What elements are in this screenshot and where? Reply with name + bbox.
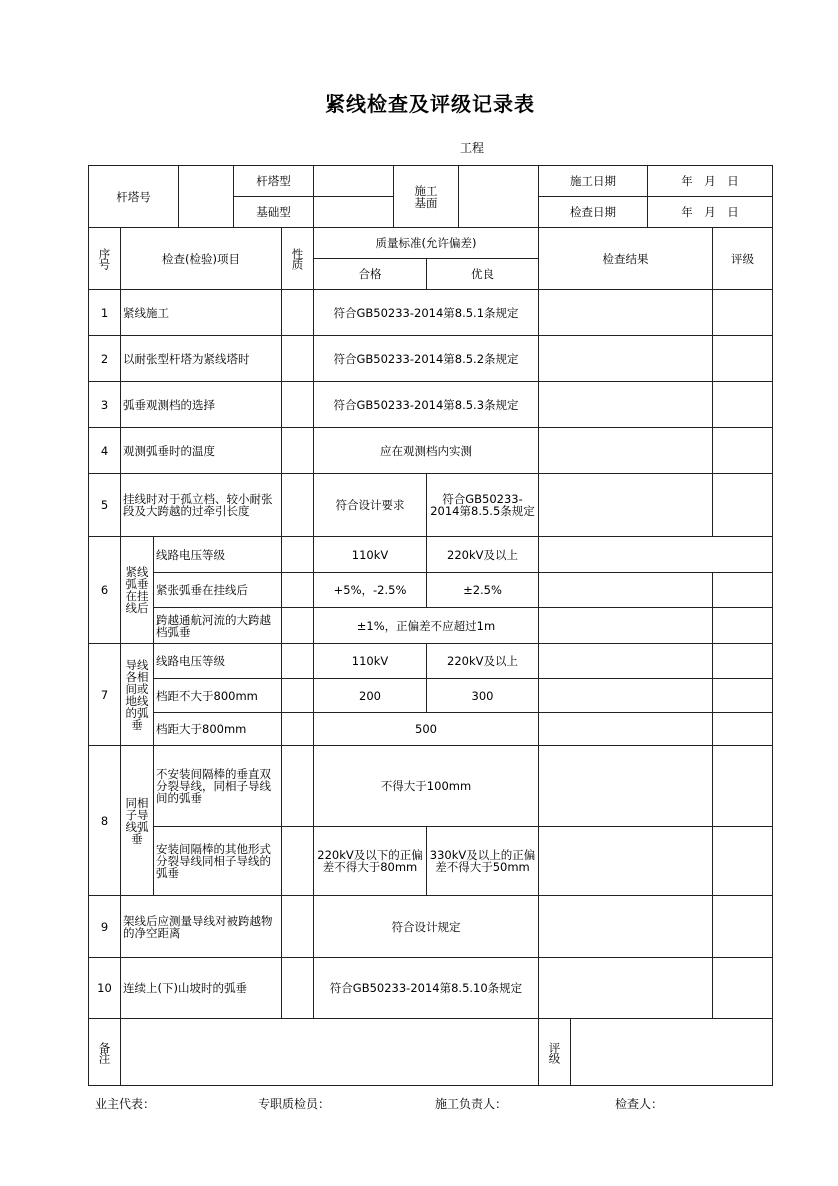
tower-no-label-text: 杆塔号 [116, 189, 151, 204]
row-group-label [120, 536, 154, 644]
rating-field[interactable] [712, 895, 773, 958]
rating-field[interactable] [712, 335, 773, 382]
result-field[interactable] [538, 957, 713, 1019]
standard-value [313, 712, 539, 746]
row-item [120, 427, 282, 474]
sub-item [153, 745, 282, 827]
sub-item [153, 643, 282, 679]
excellent-value [426, 826, 539, 896]
result-field[interactable] [538, 712, 713, 746]
row-item [120, 957, 282, 1019]
row-item-text: 连续上(下)山坡时的弧垂 [123, 981, 247, 995]
standard-value [313, 745, 539, 827]
foundation-type-label-text: 基础型 [256, 205, 291, 219]
overall-rating-label-text: 评级 [547, 1041, 562, 1063]
row-nature[interactable] [281, 536, 314, 573]
sub-item-text: 线路电压等级 [156, 654, 225, 668]
excellent-value-text: 220kV及以上 [447, 654, 518, 668]
header-qualified-text: 合格 [358, 267, 382, 281]
sub-item [153, 712, 282, 746]
excellent-value-text: 符合GB50233-2014第8.5.5条规定 [430, 492, 535, 518]
row-number-text: 4 [100, 443, 109, 458]
header-seq [88, 227, 121, 290]
header-result-text: 检查结果 [602, 251, 649, 266]
qualified-value [313, 473, 427, 537]
qualified-value [313, 536, 427, 573]
row-item [120, 289, 282, 336]
result-field[interactable] [538, 745, 713, 827]
rating-field[interactable] [712, 572, 773, 608]
row-nature[interactable] [281, 572, 314, 608]
construction-date-field-text: 年 月 日 [681, 174, 739, 188]
rating-field[interactable] [712, 712, 773, 746]
excellent-value [426, 643, 539, 679]
overall-rating-field[interactable] [570, 1018, 773, 1086]
standard-value [313, 289, 539, 336]
row-item [120, 335, 282, 382]
header-seq-text: 序号 [97, 248, 112, 269]
excellent-value-text: 300 [471, 688, 494, 703]
excellent-value [426, 572, 539, 608]
construction-date-label-text: 施工日期 [570, 174, 616, 188]
row-item-text: 挂线时对于孤立档、较小耐张段及大跨越的过牵引长度 [123, 492, 273, 518]
result-field[interactable] [538, 678, 713, 713]
standard-value-text: 符合GB50233-2014第8.5.10条规定 [329, 981, 523, 995]
remarks-label [88, 1018, 121, 1086]
row-number [88, 427, 121, 474]
standard-value-text: 500 [415, 722, 437, 736]
result-field[interactable] [538, 381, 713, 428]
standard-value [313, 381, 539, 428]
rating-field[interactable] [712, 826, 773, 896]
overall-rating-label [538, 1018, 571, 1086]
excellent-value-text: 220kV及以上 [447, 547, 518, 562]
sub-item-text: 档距不大于800mm [156, 688, 258, 703]
header-nature-text: 性质 [290, 248, 305, 269]
result-field[interactable] [538, 643, 713, 679]
header-standard [313, 227, 539, 259]
standard-value-text: 符合GB50233-2014第8.5.1条规定 [333, 305, 519, 320]
result-field[interactable] [538, 572, 713, 608]
page-title: 紧线检查及评级记录表 [325, 92, 535, 116]
sub-item-text: 不安装间隔棒的垂直双分裂导线，同相子导线间的弧垂 [156, 767, 271, 805]
header-rating-text: 评级 [731, 251, 754, 266]
qualified-value [313, 572, 427, 608]
result-field[interactable] [538, 473, 713, 537]
standard-value [313, 607, 539, 644]
standard-value [313, 957, 539, 1019]
result-field[interactable] [538, 289, 713, 336]
result-field[interactable] [538, 826, 713, 896]
standard-value [313, 335, 539, 382]
sub-item-text: 线路电压等级 [156, 547, 225, 562]
row-item [120, 381, 282, 428]
row-nature[interactable] [281, 473, 314, 537]
row-number [88, 289, 121, 336]
qualified-value-text: 200 [359, 688, 381, 703]
result-field[interactable] [538, 427, 713, 474]
quality-inspector-label: 专职质检员： [258, 1097, 331, 1111]
row-number-text: 5 [100, 498, 109, 512]
row-nature[interactable] [281, 607, 314, 644]
construction-date-label [538, 165, 648, 197]
excellent-value-text: 330kV及以上的正偏差不得大于50mm [429, 848, 536, 874]
row-group-label [120, 643, 154, 746]
header-excellent-text: 优良 [471, 267, 494, 281]
foundation-type-field[interactable] [313, 196, 394, 228]
row-number [88, 335, 121, 382]
row-number [88, 381, 121, 428]
row-item [120, 473, 282, 537]
row-number [88, 957, 121, 1019]
rating-field[interactable] [712, 745, 773, 827]
row-number-text: 7 [100, 687, 109, 702]
header-item [120, 227, 282, 290]
row-item-text: 架线后应测量导线对被跨越物的净空距离 [123, 913, 273, 940]
excellent-value [426, 473, 539, 537]
header-nature [281, 227, 314, 290]
header-qualified [313, 258, 427, 290]
row-item-text: 以耐张型杆塔为紧线塔时 [123, 351, 250, 366]
tower-no-label [88, 165, 179, 228]
inspection-date-label-text: 检查日期 [570, 205, 616, 219]
standard-value [313, 427, 539, 474]
project-label: 工程 [460, 141, 485, 155]
excellent-value [426, 536, 539, 573]
row-group-label-text: 导线各相间或地线的弧垂 [125, 657, 149, 732]
row-nature[interactable] [281, 335, 314, 382]
construction-base-label-text: 施工基面 [414, 183, 438, 210]
sub-item [153, 678, 282, 713]
rating-field[interactable] [712, 607, 773, 644]
row-number [88, 643, 121, 746]
tower-type-label-text: 杆塔型 [256, 174, 291, 188]
row-nature[interactable] [281, 712, 314, 746]
row-nature[interactable] [281, 895, 314, 958]
row-item [120, 895, 282, 958]
header-item-text: 检查(检验)项目 [162, 251, 240, 266]
standard-value-text: 符合GB50233-2014第8.5.3条规定 [333, 397, 519, 412]
result-field[interactable] [538, 536, 773, 573]
row-nature[interactable] [281, 643, 314, 679]
rating-field[interactable] [712, 957, 773, 1019]
construction-manager-label: 施工负责人： [435, 1097, 508, 1111]
row-item-text: 紧线施工 [123, 305, 169, 320]
row-number-text: 1 [100, 305, 109, 320]
inspector-label: 检查人： [615, 1097, 664, 1111]
row-number [88, 536, 121, 644]
inspection-date-label [538, 196, 648, 228]
qualified-value-text: 符合设计要求 [335, 498, 405, 512]
row-nature[interactable] [281, 745, 314, 827]
remarks-label-text: 备注 [97, 1041, 112, 1063]
inspection-date-field-text: 年 月 日 [681, 205, 739, 219]
sub-item [153, 826, 282, 896]
tower-no-field[interactable] [178, 165, 234, 228]
result-field[interactable] [538, 335, 713, 382]
foundation-type-label [233, 196, 314, 228]
row-number-text: 10 [97, 981, 112, 995]
excellent-value-text: ±2.5% [463, 583, 502, 597]
row-group-label [120, 745, 154, 896]
header-rating [712, 227, 773, 290]
sub-item [153, 607, 282, 644]
row-item-text: 观测弧垂时的温度 [123, 443, 215, 458]
row-number-text: 8 [100, 813, 109, 828]
header-excellent [426, 258, 539, 290]
inspection-date-field[interactable] [647, 196, 773, 228]
standard-value-text: 符合GB50233-2014第8.5.2条规定 [333, 351, 519, 366]
construction-base-field[interactable] [458, 165, 539, 228]
header-standard-text: 质量标准(允许偏差) [375, 236, 477, 250]
sub-item-text: 档距大于800mm [156, 722, 247, 736]
result-field[interactable] [538, 607, 713, 644]
standard-value [313, 895, 539, 958]
row-number-text: 3 [100, 397, 109, 412]
qualified-value [313, 826, 427, 896]
construction-base-label [393, 165, 459, 228]
standard-value-text: 应在观测档内实测 [380, 443, 472, 458]
sub-item [153, 536, 282, 573]
standard-value-text: ±1%，正偏差不应超过1m [356, 618, 496, 633]
row-nature[interactable] [281, 289, 314, 336]
remarks-field[interactable] [120, 1018, 539, 1086]
qualified-value [313, 678, 427, 713]
row-number-text: 2 [100, 351, 109, 366]
sub-item-text: 安装间隔棒的其他形式分裂导线同相子导线的弧垂 [156, 842, 271, 880]
result-field[interactable] [538, 895, 713, 958]
row-number-text: 6 [100, 583, 109, 597]
qualified-value-text: 110kV [351, 547, 389, 562]
qualified-value-text: 110kV [351, 654, 389, 668]
row-number [88, 745, 121, 896]
row-nature[interactable] [281, 381, 314, 428]
row-nature[interactable] [281, 957, 314, 1019]
owner-representative-label: 业主代表： [95, 1097, 156, 1111]
tower-type-label [233, 165, 314, 197]
qualified-value-text: +5%，-2.5% [333, 583, 407, 597]
rating-field[interactable] [712, 289, 773, 336]
rating-field[interactable] [712, 678, 773, 713]
excellent-value [426, 678, 539, 713]
row-number [88, 473, 121, 537]
row-nature[interactable] [281, 826, 314, 896]
sub-item [153, 572, 282, 608]
row-number-text: 9 [100, 919, 109, 934]
row-group-label-text: 紧线弧垂在挂线后 [125, 565, 149, 615]
row-number [88, 895, 121, 958]
tower-type-field[interactable] [313, 165, 394, 197]
row-item-text: 弧垂观测档的选择 [123, 397, 215, 412]
rating-field[interactable] [712, 473, 773, 537]
qualified-value-text: 220kV及以下的正偏差不得大于80mm [317, 848, 423, 874]
rating-field[interactable] [712, 427, 773, 474]
standard-value-text: 符合设计规定 [391, 919, 461, 934]
sub-item-text: 紧张弧垂在挂线后 [156, 583, 248, 597]
sub-item-text: 跨越通航河流的大跨越档弧垂 [156, 612, 271, 639]
rating-field[interactable] [712, 381, 773, 428]
row-group-label-text: 同相子导线弧垂 [125, 795, 149, 846]
construction-date-field[interactable] [647, 165, 773, 197]
rating-field[interactable] [712, 643, 773, 679]
row-nature[interactable] [281, 678, 314, 713]
qualified-value [313, 643, 427, 679]
row-nature[interactable] [281, 427, 314, 474]
header-result [538, 227, 713, 290]
standard-value-text: 不得大于100mm [380, 779, 472, 793]
